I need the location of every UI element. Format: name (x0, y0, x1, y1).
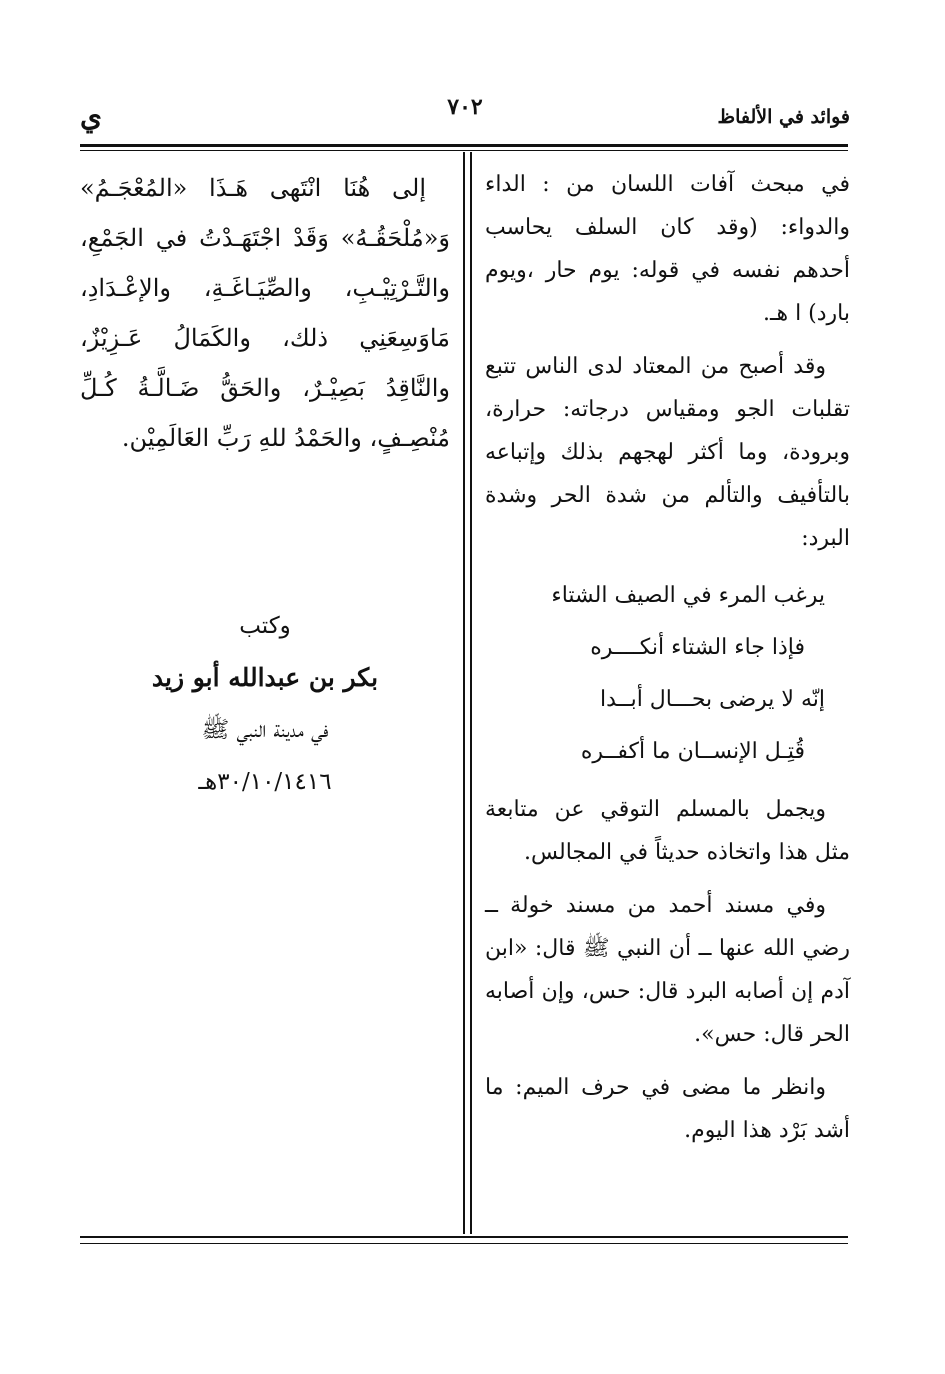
footer-rule (80, 1236, 848, 1238)
poem-verse: فإذا جاء الشتاء أنكــــره (590, 635, 805, 660)
poem (485, 570, 850, 778)
right-column (485, 163, 850, 1162)
signature-block (80, 600, 450, 808)
footer-rule-thin (80, 1243, 848, 1244)
signature-place: في مدينة النبي ﷺ (201, 717, 329, 743)
paragraph: ويجمل بالمسلم التوقي عن متابعة مثل هذا واتخاذه حديثاً في المجالس. (485, 797, 850, 865)
left-column (80, 163, 450, 473)
poem-verse: قُتِـل الإنســان ما أكفــره (580, 739, 805, 764)
running-title: فوائد في الألفاظ (717, 106, 850, 128)
header-rule-thin (80, 150, 848, 151)
poem-verse: يرغب المرء في الصيف الشتاء (551, 583, 825, 608)
page-number: ٧٠٢ (447, 94, 483, 120)
paragraph: وانظر ما مضى في حرف الميم: ما أشد بَرْد هذا اليوم. (485, 1075, 850, 1143)
paragraph: في مبحث آفات اللسان من : الداء والدواء: (وقد كان السلف يحاسب أحدهم نفسه في قوله: يوم حار ،ويوم بارد) ا هـ. (485, 172, 850, 326)
page-header (80, 92, 850, 134)
poem-verse: إنّه لا يرضى بحـــال أبــدا (600, 687, 825, 712)
paragraph: وقد أصبح من المعتاد لدى الناس تتبع تقلبات الجو ومقياس درجاته: حرارة، وبرودة، وما أكثر لهجهم بذلك وإتباعه بالتأفيف والتألم من شدة الحر وشدة البرد: (485, 354, 850, 551)
signature-wrote: وكتب (239, 613, 291, 639)
signature-author: بكر بن عبدالله أبو زيد (151, 663, 379, 692)
header-rule (80, 144, 848, 147)
signature-date: ٣٠/١٠/١٤١٦هـ (198, 769, 332, 795)
column-divider-2 (470, 152, 472, 1234)
column-divider (463, 152, 465, 1234)
section-letter: ي (80, 100, 102, 133)
paragraph: وفي مسند أحمد من مسند خولة ــ رضي الله عنها ــ أن النبي ﷺ قال: «ابن آدم إن أصابه البرد قال: حس، وإن أصابه الحر قال: حس». (485, 893, 850, 1047)
closing-text: إلى هُنَا انْتَهى هَـذَا «المُعْجَـمُ» وَ«مُلْحَقُـهُ» وَقَدْ اجْتَهَـدْتُ في الجَمْعِ، والتَّـرْتِيْـبِ، والصِّيَـاغَـةِ، والإعْـدَادِ، مَاوَسِعَنِي ذلك، والكَمَالُ عَـزِيْزٌ، والنَّاقِدُ بَصِيْـرٌ، والحَقُّ ضَـالَّـةُ كُـلِّ مُنْصِـفٍ، والحَمْدُ للهِ رَبِّ العَالَمِيْن. (80, 174, 450, 452)
